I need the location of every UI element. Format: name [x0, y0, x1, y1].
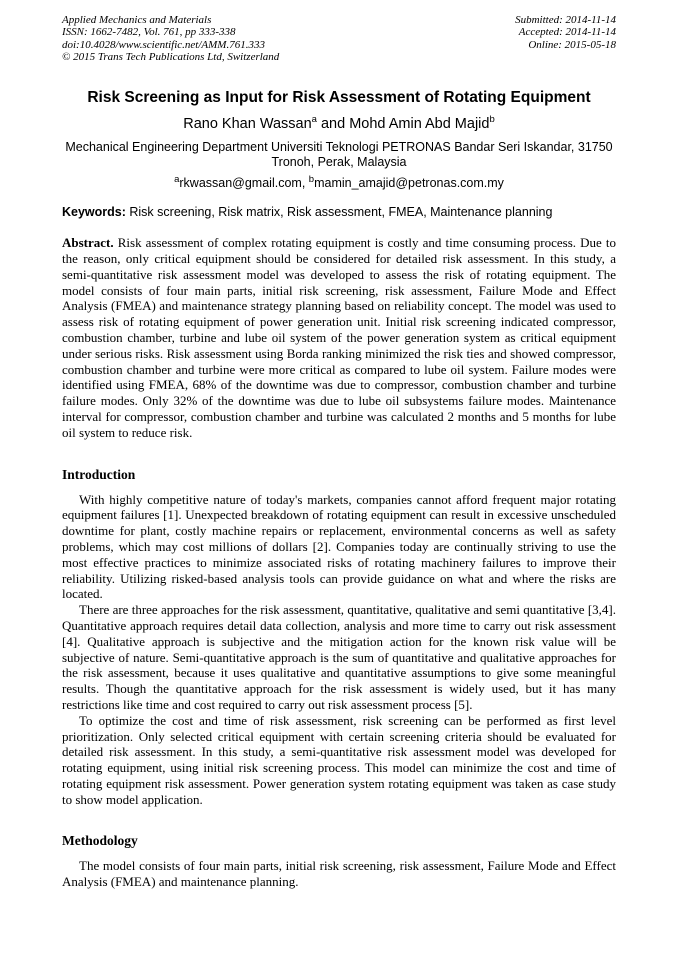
introduction-paragraph-2: There are three approaches for the risk assessment, quantitative, qualitative and semi quantitative [3,4]. Quantitative approach requires detail data collection, analysis and more time to carry out risk assessment [4]. Qualitative approach is subjective and the mitigation action for the known risk value will be subjective of nature. Semi-quantitative approach is the sum of quantitative and qualitative approaches for the risk assessment, because it uses qualitative and quantitative assumptions to give some meaningful results. Though the quantitative approach for the risk assessment is widely used, but it has many restrictions like time and cost required to carry out risk assessment process [5]. — [62, 602, 616, 712]
paper-title: Risk Screening as Input for Risk Assessment of Rotating Equipment — [87, 89, 591, 107]
abstract-label: Abstract. — [62, 235, 114, 251]
submission-dates-block — [515, 14, 616, 63]
abstract-text: Risk assessment of complex rotating equipment is costly and time consuming process. Due to the reason, only critical equipment should be considered for detailed risk assessment. In this study, a semi-quantitative risk assessment model was developed to assess the risk of rotating equipment. The model consists of four main parts, initial risk screening, risk assessment, Failure Mode and Effect Analysis (FMEA) and maintenance strategy planning based on reliability concept. The model was used to assess risk of rotating equipment of power generation unit. Initial risk screening indicated compressor, combustion chamber, turbine and lube oil system of the power generation system as critical equipment under serious risks. Risk assessment using Borda ranking minimized the risk ties and showed compressor, combustion chamber and turbine were more critical as compared to lube oil system. Failure modes were identified using FMEA, 68% of the downtime was due to compressor, combustion chamber and turbine failure modes. Only 32% of the downtime was due to lube oil subsystems failure modes. Maintenance interval for compressor, combustion chamber and turbine was calculated 2 months and 5 months for lube oil system to reduce risk. — [62, 235, 616, 440]
introduction-paragraph-3: To optimize the cost and time of risk assessment, risk screening can be performed as first level prioritization. Only selected critical equipment with certain screening criteria should be evaluated for detailed risk assessment. In this study, a semi-quantitative risk assessment model was developed for rotating equipment, using initial risk screening process. This model can minimize the cost and time of rotating equipment risk assessment. Power generation system rotating equipment was taken as case study to show model application. — [62, 712, 616, 807]
journal-info-block — [62, 14, 279, 63]
author-2-superscript: b — [489, 114, 495, 126]
keywords-text: Risk screening, Risk matrix, Risk assessment, FMEA, Maintenance planning — [125, 205, 553, 220]
email-2: mamin_amajid@petronas.com.my — [314, 176, 504, 191]
methodology-paragraph-1: The model consists of four main parts, initial risk screening, risk assessment, Failure Mode and Effect Analysis (FMEA) and maintenance planning. — [62, 858, 616, 890]
keywords-label: Keywords: — [62, 205, 126, 220]
journal-copyright: © 2015 Trans Tech Publications Ltd, Switzerland — [62, 50, 280, 63]
author-1-superscript: a — [311, 114, 317, 126]
authors-line — [62, 116, 616, 132]
email-1-superscript: a — [174, 174, 180, 186]
email-1: rkwassan@gmail.com — [179, 176, 302, 191]
authors-joiner: and — [316, 116, 350, 133]
journal-issn-volume: ISSN: 1662-7482, Vol. 761, pp 333-338 — [62, 26, 236, 39]
author-2: Mohd Amin Abd Majid — [349, 116, 490, 133]
keywords-line — [62, 205, 616, 219]
journal-header — [62, 14, 616, 63]
introduction-paragraph-1: With highly competitive nature of today's markets, companies cannot afford frequent major rotating equipment failures [1]. Unexpected breakdown of rotating equipment can result in excessive unscheduled downtime for plant, costly machine repairs or replacement, environmental concerns as well as safety problems, which may cost millions of dollars [2]. Companies today are continually striving to use the most effective practices to minimize associated risks of rotating machinery failures to improve their reliability. Utilizing risked-based analysis tools can provide guidance on what and where the risks are located. — [62, 491, 616, 602]
abstract-paragraph — [62, 235, 616, 440]
accepted-date: Accepted: 2014-11-14 — [518, 26, 616, 39]
email-2-superscript: b — [308, 174, 315, 186]
journal-name: Applied Mechanics and Materials — [62, 14, 212, 26]
online-date: Online: 2015-05-18 — [528, 38, 616, 51]
affiliation: Mechanical Engineering Department Universiti Teknologi PETRONAS Bandar Seri Iskandar, 31750 Tronoh, Perak, Malaysia — [65, 140, 613, 170]
submitted-date: Submitted: 2014-11-14 — [515, 14, 616, 26]
journal-doi: doi:10.4028/www.scientific.net/AMM.761.333 — [62, 38, 265, 51]
section-heading-methodology: Methodology — [62, 833, 138, 849]
author-1: Rano Khan Wassan — [183, 116, 312, 133]
emails-separator: , — [301, 176, 309, 191]
emails-line — [62, 176, 616, 190]
section-heading-introduction: Introduction — [62, 466, 136, 482]
